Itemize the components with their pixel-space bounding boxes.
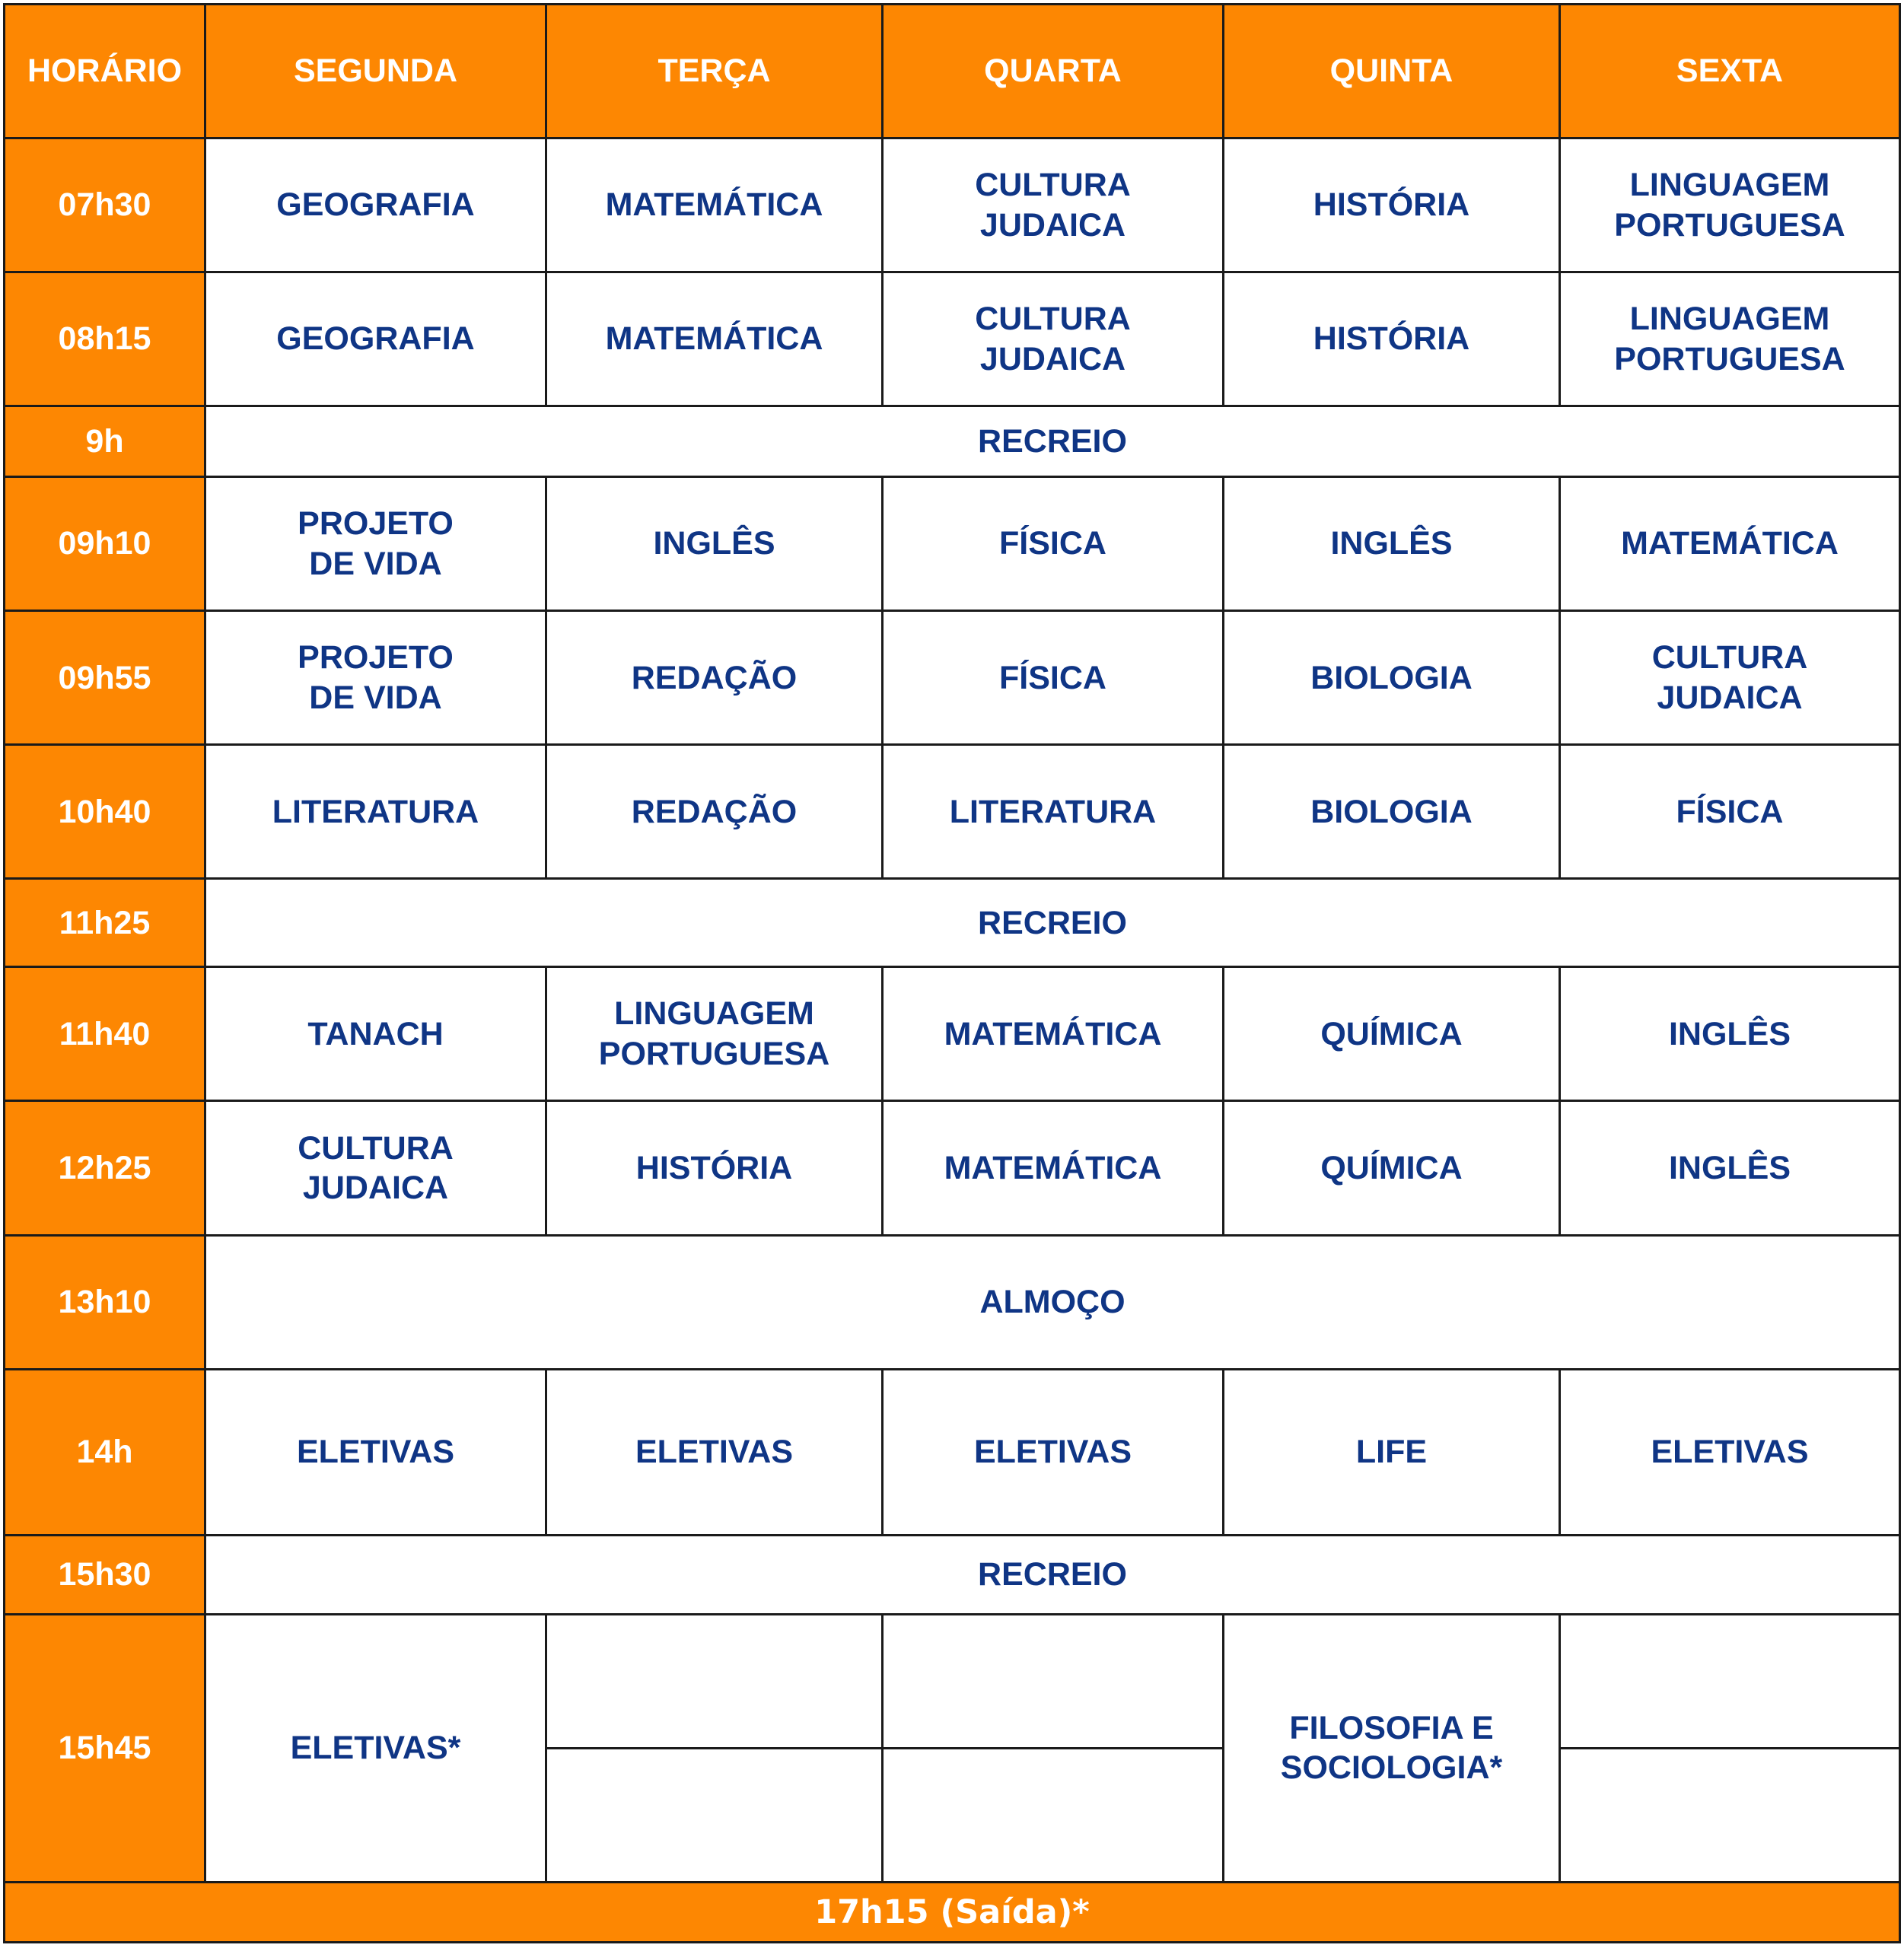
break-row bbox=[5, 1535, 1900, 1614]
schedule-row bbox=[5, 967, 1900, 1101]
class-cell: MATEMÁTICA bbox=[546, 138, 883, 272]
time-cell: 15h30 bbox=[5, 1535, 205, 1614]
class-cell: HISTÓRIA bbox=[546, 1101, 883, 1235]
lunch-row bbox=[5, 1235, 1900, 1369]
class-cell: GEOGRAFIA bbox=[205, 272, 546, 406]
class-cell: HISTÓRIA bbox=[1224, 138, 1560, 272]
header-quinta: QUINTA bbox=[1224, 5, 1560, 138]
time-cell: 11h25 bbox=[5, 879, 205, 967]
class-cell: LINGUAGEM PORTUGUESA bbox=[546, 967, 883, 1101]
class-cell: LIFE bbox=[1224, 1369, 1560, 1535]
class-cell: MATEMÁTICA bbox=[883, 967, 1224, 1101]
time-cell: 11h40 bbox=[5, 967, 205, 1101]
time-cell: 09h55 bbox=[5, 611, 205, 745]
header-row bbox=[5, 5, 1900, 138]
time-cell: 07h30 bbox=[5, 138, 205, 272]
schedule-row bbox=[5, 745, 1900, 879]
class-cell: LINGUAGEM PORTUGUESA bbox=[1560, 138, 1900, 272]
schedule-row bbox=[5, 1101, 1900, 1235]
class-cell: INGLÊS bbox=[1560, 967, 1900, 1101]
class-cell: BIOLOGIA bbox=[1224, 611, 1560, 745]
header-terca: TERÇA bbox=[546, 5, 883, 138]
schedule-row bbox=[5, 272, 1900, 406]
class-cell: CULTURA JUDAICA bbox=[883, 138, 1224, 272]
time-cell: 15h45 bbox=[5, 1614, 205, 1882]
header-segunda: SEGUNDA bbox=[205, 5, 546, 138]
schedule-row bbox=[5, 611, 1900, 745]
class-cell: MATEMÁTICA bbox=[883, 1101, 1224, 1235]
schedule-row-upper bbox=[5, 1614, 1900, 1748]
class-cell: ELETIVAS bbox=[1560, 1369, 1900, 1535]
header-sexta: SEXTA bbox=[1560, 5, 1900, 138]
footer-row bbox=[5, 1882, 1900, 1942]
class-cell: ELETIVAS bbox=[205, 1369, 546, 1535]
time-cell: 08h15 bbox=[5, 272, 205, 406]
empty-cell bbox=[883, 1614, 1224, 1748]
class-cell: LITERATURA bbox=[205, 745, 546, 879]
class-cell: MATEMÁTICA bbox=[546, 272, 883, 406]
class-cell: PROJETO DE VIDA bbox=[205, 611, 546, 745]
lunch-cell: ALMOÇO bbox=[205, 1235, 1900, 1369]
class-cell: FÍSICA bbox=[883, 611, 1224, 745]
class-cell: INGLÊS bbox=[546, 477, 883, 611]
break-cell: RECREIO bbox=[205, 1535, 1900, 1614]
class-cell: BIOLOGIA bbox=[1224, 745, 1560, 879]
class-cell: MATEMÁTICA bbox=[1560, 477, 1900, 611]
class-cell: FÍSICA bbox=[1560, 745, 1900, 879]
class-cell: INGLÊS bbox=[1560, 1101, 1900, 1235]
schedule-row bbox=[5, 1369, 1900, 1535]
break-row bbox=[5, 406, 1900, 477]
class-cell: REDAÇÃO bbox=[546, 745, 883, 879]
schedule-row bbox=[5, 138, 1900, 272]
class-cell: CULTURA JUDAICA bbox=[205, 1101, 546, 1235]
class-cell: GEOGRAFIA bbox=[205, 138, 546, 272]
class-cell: REDAÇÃO bbox=[546, 611, 883, 745]
time-cell: 12h25 bbox=[5, 1101, 205, 1235]
time-cell: 09h10 bbox=[5, 477, 205, 611]
class-cell: TANACH bbox=[205, 967, 546, 1101]
header-quarta: QUARTA bbox=[883, 5, 1224, 138]
time-cell: 9h bbox=[5, 406, 205, 477]
empty-cell bbox=[546, 1614, 883, 1748]
class-cell: ELETIVAS* bbox=[205, 1614, 546, 1882]
exit-time: 17h15 (Saída)* bbox=[5, 1882, 1900, 1942]
class-cell: ELETIVAS bbox=[883, 1369, 1224, 1535]
class-cell: LINGUAGEM PORTUGUESA bbox=[1560, 272, 1900, 406]
class-cell: CULTURA JUDAICA bbox=[883, 272, 1224, 406]
time-cell: 14h bbox=[5, 1369, 205, 1535]
empty-cell bbox=[1560, 1614, 1900, 1748]
class-cell: HISTÓRIA bbox=[1224, 272, 1560, 406]
header-time: HORÁRIO bbox=[5, 5, 205, 138]
break-cell: RECREIO bbox=[205, 406, 1900, 477]
class-cell: CULTURA JUDAICA bbox=[1560, 611, 1900, 745]
class-schedule-table bbox=[3, 3, 1901, 1943]
empty-cell bbox=[883, 1748, 1224, 1882]
empty-cell bbox=[1560, 1748, 1900, 1882]
class-cell: ELETIVAS bbox=[546, 1369, 883, 1535]
class-cell: QUÍMICA bbox=[1224, 1101, 1560, 1235]
break-row bbox=[5, 879, 1900, 967]
class-cell: FÍSICA bbox=[883, 477, 1224, 611]
empty-cell bbox=[546, 1748, 883, 1882]
class-cell: QUÍMICA bbox=[1224, 967, 1560, 1101]
time-cell: 13h10 bbox=[5, 1235, 205, 1369]
class-cell: FILOSOFIA E SOCIOLOGIA* bbox=[1224, 1614, 1560, 1882]
break-cell: RECREIO bbox=[205, 879, 1900, 967]
class-cell: PROJETO DE VIDA bbox=[205, 477, 546, 611]
time-cell: 10h40 bbox=[5, 745, 205, 879]
schedule-row bbox=[5, 477, 1900, 611]
class-cell: INGLÊS bbox=[1224, 477, 1560, 611]
class-cell: LITERATURA bbox=[883, 745, 1224, 879]
